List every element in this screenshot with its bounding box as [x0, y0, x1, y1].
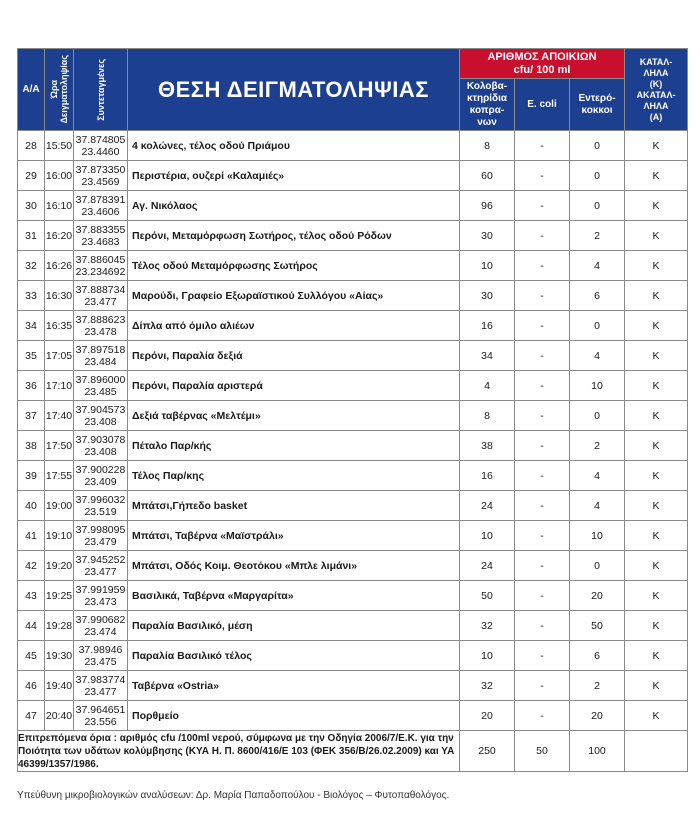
row-ecoli: -: [515, 461, 570, 491]
row-ecoli: -: [515, 251, 570, 281]
row-number: 34: [18, 311, 45, 341]
row-coordinates: [74, 191, 128, 221]
row-enterococci: 0: [570, 401, 625, 431]
row-time: 19:20: [45, 551, 74, 581]
row-coordinates: [74, 161, 128, 191]
row-time: 16:20: [45, 221, 74, 251]
row-number: 35: [18, 341, 45, 371]
row-location: Δίπλα από όμιλο αλιέων: [128, 311, 460, 341]
row-longitude: 23.4683: [81, 235, 120, 248]
row-number: 42: [18, 551, 45, 581]
row-coliform: 32: [460, 611, 515, 641]
row-coordinates: [74, 491, 128, 521]
row-ecoli: -: [515, 161, 570, 191]
row-latitude: 37.964651: [75, 703, 126, 716]
row-time: 19:40: [45, 671, 74, 701]
header-coliform: Κολοβα- κτηρίδια κοπρα- νων: [460, 79, 515, 131]
row-latitude: 37.886045: [75, 253, 126, 266]
row-number: 46: [18, 671, 45, 701]
header-coordinates: Συντεταγμένες: [74, 49, 128, 131]
row-coordinates: [74, 521, 128, 551]
row-ecoli: -: [515, 551, 570, 581]
row-ecoli: -: [515, 281, 570, 311]
row-latitude: 37.888623: [75, 313, 126, 326]
row-latitude: 37.990682: [75, 613, 126, 626]
row-ecoli: -: [515, 221, 570, 251]
row-suitability: Κ: [625, 551, 688, 581]
row-location: Περιστέρια, ουζερί «Καλαμιές»: [128, 161, 460, 191]
row-ecoli: -: [515, 341, 570, 371]
row-time: 19:10: [45, 521, 74, 551]
row-coliform: 10: [460, 521, 515, 551]
row-latitude: 37.878391: [75, 193, 126, 206]
row-time: 20:40: [45, 701, 74, 731]
row-coliform: 30: [460, 281, 515, 311]
row-suitability: Κ: [625, 311, 688, 341]
row-longitude: 23.475: [84, 655, 117, 668]
row-coliform: 34: [460, 341, 515, 371]
row-ecoli: -: [515, 311, 570, 341]
row-coordinates: [74, 131, 128, 161]
row-latitude: 37.991959: [75, 583, 126, 596]
row-coliform: 8: [460, 131, 515, 161]
row-location: Μαρούδι, Γραφείο Εξωραϊστικού Συλλόγου «Αίας»: [128, 281, 460, 311]
row-ecoli: -: [515, 491, 570, 521]
row-number: 28: [18, 131, 45, 161]
row-time: 19:28: [45, 611, 74, 641]
row-latitude: 37.873350: [75, 163, 126, 176]
row-number: 29: [18, 161, 45, 191]
row-suitability: Κ: [625, 341, 688, 371]
row-suitability: Κ: [625, 281, 688, 311]
row-ecoli: -: [515, 641, 570, 671]
row-time: 17:05: [45, 341, 74, 371]
row-number: 31: [18, 221, 45, 251]
row-suitability: Κ: [625, 521, 688, 551]
row-number: 36: [18, 371, 45, 401]
row-coliform: 16: [460, 311, 515, 341]
row-ecoli: -: [515, 581, 570, 611]
table-row: [18, 431, 688, 461]
row-longitude: 23.478: [84, 325, 117, 338]
table-row: [18, 701, 688, 731]
row-time: 17:10: [45, 371, 74, 401]
row-ecoli: -: [515, 701, 570, 731]
row-latitude: 37.888734: [75, 283, 126, 296]
row-longitude: 23.484: [84, 355, 117, 368]
row-longitude: 23.409: [84, 475, 117, 488]
row-longitude: 23.519: [84, 505, 117, 518]
row-time: 16:26: [45, 251, 74, 281]
row-ecoli: -: [515, 431, 570, 461]
row-enterococci: 4: [570, 341, 625, 371]
row-enterococci: 4: [570, 461, 625, 491]
row-longitude: 23.477: [84, 565, 117, 578]
row-enterococci: 50: [570, 611, 625, 641]
row-coliform: 24: [460, 551, 515, 581]
row-coordinates: [74, 671, 128, 701]
row-longitude: 23.4569: [81, 175, 120, 188]
row-location: Μπάτσι, Οδός Κοιμ. Θεοτόκου «Μπλε λιμάνι»: [128, 551, 460, 581]
header-location: ΘΕΣΗ ΔΕΙΓΜΑΤΟΛΗΨΙΑΣ: [128, 49, 460, 131]
table-row: [18, 311, 688, 341]
row-location: Παραλία Βασιλικό τέλος: [128, 641, 460, 671]
row-latitude: 37.945252: [75, 553, 126, 566]
table-body: [18, 131, 688, 731]
row-longitude: 23.474: [84, 625, 117, 638]
table-row: [18, 521, 688, 551]
row-time: 19:25: [45, 581, 74, 611]
row-longitude: 23.479: [84, 535, 117, 548]
row-suitability: Κ: [625, 431, 688, 461]
row-time: 16:10: [45, 191, 74, 221]
row-coordinates: [74, 611, 128, 641]
row-number: 47: [18, 701, 45, 731]
row-enterococci: 10: [570, 521, 625, 551]
row-enterococci: 0: [570, 131, 625, 161]
row-location: Παραλία Βασιλικό, μέση: [128, 611, 460, 641]
row-ecoli: -: [515, 191, 570, 221]
row-coordinates: [74, 641, 128, 671]
row-location: Περόνι, Παραλία αριστερά: [128, 371, 460, 401]
table-row: [18, 461, 688, 491]
row-time: 16:00: [45, 161, 74, 191]
row-time: 16:30: [45, 281, 74, 311]
table-row: [18, 161, 688, 191]
row-longitude: 23.408: [84, 415, 117, 428]
row-coordinates: [74, 551, 128, 581]
row-coordinates: [74, 341, 128, 371]
row-location: Περόνι, Μεταμόρφωση Σωτήρος, τέλος οδού Ρόδων: [128, 221, 460, 251]
header-enterococci: Εντερό- κοκκοι: [570, 79, 625, 131]
row-suitability: Κ: [625, 401, 688, 431]
row-number: 37: [18, 401, 45, 431]
row-coliform: 60: [460, 161, 515, 191]
row-enterococci: 20: [570, 581, 625, 611]
table-row: [18, 491, 688, 521]
responsible-note: Υπεύθυνη μικροβιολογικών αναλύσεων: Δρ. Μαρία Παπαδοπούλου - Βιολόγος – Φυτοπαθολόγος.: [17, 790, 450, 801]
row-longitude: 23.477: [84, 685, 117, 698]
row-coordinates: [74, 431, 128, 461]
row-longitude: 23.408: [84, 445, 117, 458]
row-latitude: 37.998095: [75, 523, 126, 536]
row-latitude: 37.900228: [75, 463, 126, 476]
row-suitability: Κ: [625, 461, 688, 491]
table-row: [18, 191, 688, 221]
row-time: 17:40: [45, 401, 74, 431]
row-suitability: Κ: [625, 161, 688, 191]
row-coliform: 30: [460, 221, 515, 251]
row-coliform: 4: [460, 371, 515, 401]
row-ecoli: -: [515, 671, 570, 701]
row-location: Βασιλικά, Ταβέρνα «Μαργαρίτα»: [128, 581, 460, 611]
row-enterococci: 0: [570, 551, 625, 581]
row-suitability: Κ: [625, 581, 688, 611]
row-number: 38: [18, 431, 45, 461]
table-row: [18, 131, 688, 161]
header-suitability: ΚΑΤΑΛ- ΛΗΛΑ (Κ) ΑΚΑΤΑΛ- ΛΗΛΑ (Α): [625, 49, 688, 131]
row-coordinates: [74, 461, 128, 491]
row-enterococci: 2: [570, 671, 625, 701]
row-suitability: Κ: [625, 191, 688, 221]
row-enterococci: 6: [570, 641, 625, 671]
row-enterococci: 4: [570, 251, 625, 281]
row-coliform: 24: [460, 491, 515, 521]
header-aa: Α/Α: [18, 49, 45, 131]
row-longitude: 23.556: [84, 715, 117, 728]
water-quality-table: [17, 48, 688, 772]
row-coordinates: [74, 281, 128, 311]
table-row: [18, 221, 688, 251]
row-number: 30: [18, 191, 45, 221]
row-location: Ταβέρνα «Ostria»: [128, 671, 460, 701]
header-time: Ώρα Δειγματοληψίας: [45, 49, 74, 131]
row-coordinates: [74, 371, 128, 401]
row-coliform: 50: [460, 581, 515, 611]
limits-text: Επιτρεπόμενα όρια : αριθμός cfu /100ml νερού, σύμφωνα με την Οδηγία 2006/7/Ε.Κ. για την Ποιότητα των υδάτων κολύμβησης (ΚΥΑ Η. Π. 8600/416/Ε 103 (ΦΕΚ 356/Β/26.02.2009) και ΥΑ 46399/1357/1986.: [18, 731, 460, 772]
row-latitude: 37.903078: [75, 433, 126, 446]
row-suitability: Κ: [625, 491, 688, 521]
row-enterococci: 4: [570, 491, 625, 521]
limit-empty: [625, 731, 688, 772]
row-enterococci: 20: [570, 701, 625, 731]
row-location: Μπάτσι,Γήπεδο basket: [128, 491, 460, 521]
row-longitude: 23.477: [84, 295, 117, 308]
row-coliform: 10: [460, 251, 515, 281]
row-longitude: 23.234692: [75, 265, 126, 278]
table-row: [18, 281, 688, 311]
row-number: 41: [18, 521, 45, 551]
row-longitude: 23.473: [84, 595, 117, 608]
row-longitude: 23.4460: [81, 145, 120, 158]
row-location: Δεξιά ταβέρνας «Μελτέμι»: [128, 401, 460, 431]
row-number: 44: [18, 611, 45, 641]
row-number: 40: [18, 491, 45, 521]
row-coordinates: [74, 221, 128, 251]
row-latitude: 37.897518: [75, 343, 126, 356]
row-latitude: 37.896000: [75, 373, 126, 386]
row-enterococci: 2: [570, 431, 625, 461]
row-number: 32: [18, 251, 45, 281]
row-coordinates: [74, 701, 128, 731]
row-coliform: 96: [460, 191, 515, 221]
row-location: Μπάτσι, Ταβέρνα «Μαϊστράλι»: [128, 521, 460, 551]
row-time: 15:50: [45, 131, 74, 161]
row-latitude: 37.983774: [75, 673, 126, 686]
row-coliform: 10: [460, 641, 515, 671]
row-number: 39: [18, 461, 45, 491]
row-ecoli: -: [515, 521, 570, 551]
row-suitability: Κ: [625, 371, 688, 401]
header-ecoli: E. coli: [515, 79, 570, 131]
row-coordinates: [74, 311, 128, 341]
table-row: [18, 671, 688, 701]
row-suitability: Κ: [625, 251, 688, 281]
row-enterococci: 2: [570, 221, 625, 251]
row-number: 33: [18, 281, 45, 311]
row-latitude: 37.904573: [75, 403, 126, 416]
row-coliform: 38: [460, 431, 515, 461]
row-time: 17:55: [45, 461, 74, 491]
row-coordinates: [74, 401, 128, 431]
row-coliform: 32: [460, 671, 515, 701]
limit-enterococci: 100: [570, 731, 625, 772]
row-latitude: 37.98946: [78, 643, 123, 656]
row-enterococci: 10: [570, 371, 625, 401]
table-row: [18, 341, 688, 371]
row-enterococci: 0: [570, 161, 625, 191]
limit-coliform: 250: [460, 731, 515, 772]
row-location: Τέλος οδού Μεταμόρφωσης Σωτήρος: [128, 251, 460, 281]
row-coordinates: [74, 581, 128, 611]
row-enterococci: 0: [570, 311, 625, 341]
table-row: [18, 641, 688, 671]
row-ecoli: -: [515, 371, 570, 401]
row-location: Πορθμείο: [128, 701, 460, 731]
row-coliform: 16: [460, 461, 515, 491]
row-coordinates: [74, 251, 128, 281]
table-row: [18, 581, 688, 611]
row-location: Τέλος Παρ/κης: [128, 461, 460, 491]
header-colonies: ΑΡΙΘΜΟΣ ΑΠΟΙΚΙΩΝ cfu/ 100 ml: [460, 49, 625, 79]
row-ecoli: -: [515, 611, 570, 641]
row-location: Περόνι, Παραλία δεξιά: [128, 341, 460, 371]
row-location: Αγ. Νικόλαος: [128, 191, 460, 221]
row-suitability: Κ: [625, 671, 688, 701]
row-suitability: Κ: [625, 611, 688, 641]
row-coliform: 20: [460, 701, 515, 731]
row-suitability: Κ: [625, 131, 688, 161]
row-time: 19:30: [45, 641, 74, 671]
row-longitude: 23.485: [84, 385, 117, 398]
table-row: [18, 251, 688, 281]
row-coliform: 8: [460, 401, 515, 431]
row-suitability: Κ: [625, 641, 688, 671]
limit-ecoli: 50: [515, 731, 570, 772]
row-latitude: 37.874805: [75, 133, 126, 146]
table-row: [18, 401, 688, 431]
row-enterococci: 0: [570, 191, 625, 221]
row-time: 16:35: [45, 311, 74, 341]
row-time: 17:50: [45, 431, 74, 461]
row-suitability: Κ: [625, 701, 688, 731]
row-latitude: 37.883355: [75, 223, 126, 236]
row-ecoli: -: [515, 401, 570, 431]
row-latitude: 37.996032: [75, 493, 126, 506]
row-number: 43: [18, 581, 45, 611]
row-time: 19:00: [45, 491, 74, 521]
row-enterococci: 6: [570, 281, 625, 311]
row-suitability: Κ: [625, 221, 688, 251]
table-row: [18, 371, 688, 401]
row-location: Πέταλο Παρ/κής: [128, 431, 460, 461]
row-ecoli: -: [515, 131, 570, 161]
row-longitude: 23.4606: [81, 205, 120, 218]
row-number: 45: [18, 641, 45, 671]
table-row: [18, 611, 688, 641]
row-location: 4 κολώνες, τέλος οδού Πριάμου: [128, 131, 460, 161]
table-row: [18, 551, 688, 581]
